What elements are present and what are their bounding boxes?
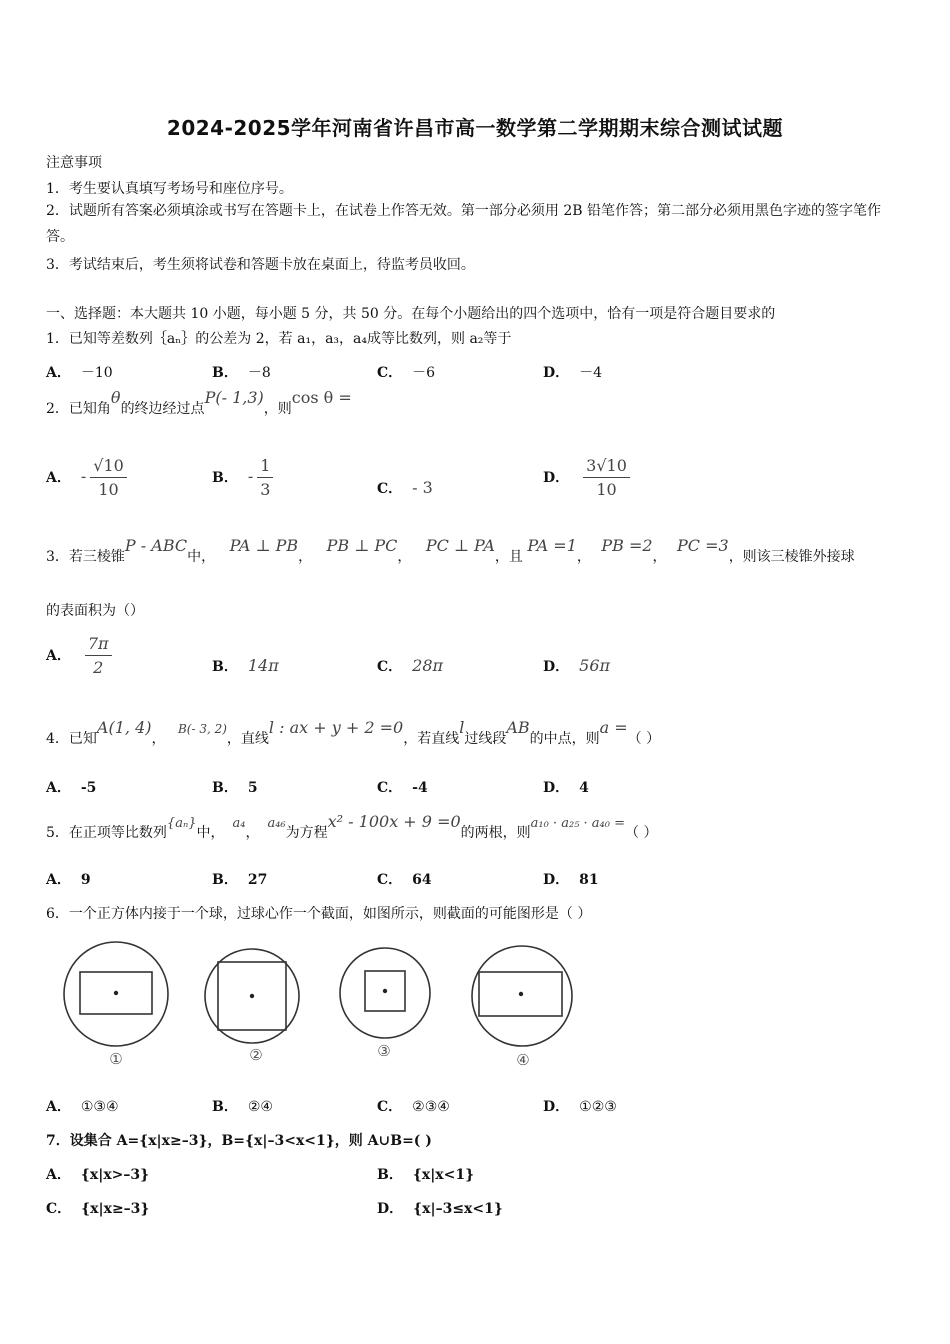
q6-figures [60,938,600,1073]
option-label: D． [543,469,570,486]
q5-paren: （ ） [625,825,658,841]
q2-theta: θ [110,388,121,407]
option-label: A． [46,780,71,796]
q3-stem-line2: 的表面积为（） [46,603,144,619]
q2-stem [46,388,352,418]
q5-zhong: 中， [196,825,225,841]
q4-paren: （ ） [627,731,661,747]
q4-pre: 4．已知 [46,731,97,747]
option-label: B． [212,365,238,381]
q4-mid2: 过线段 [464,731,507,747]
q5-a4: a₄ [232,816,246,831]
notice-item-1: 1．考生要认真填写考场号和座位序号。 [46,181,293,197]
q3-cond-2: PB ⊥ PC [326,536,398,555]
q2-option-a[interactable] [46,456,131,499]
option-label: D． [543,1099,570,1115]
option-text: {x|x>–3} [80,1167,150,1183]
option-text: 4 [579,780,589,796]
q5-a46: a₄₆ [267,816,286,831]
option-text: 64 [412,872,432,888]
page-title: 2024-2025学年河南省许昌市高一数学第二学期期末综合测试试题 [166,116,784,140]
q3-comma-2: ， [397,549,412,565]
q3-stem [46,536,855,566]
option-label: D． [377,1201,404,1217]
q2-point: P(- 1,3) [204,388,264,407]
q2-ask: cos θ = [291,388,352,407]
option-label: B． [377,1167,403,1183]
option-text: 28π [412,656,444,675]
q7-option-b[interactable] [377,1164,474,1184]
q6-option-b[interactable] [212,1096,273,1116]
option-label: D． [543,872,570,888]
option-text: －6 [412,365,436,381]
q4-ask: a = [599,718,628,737]
option-label: A． [46,469,71,486]
q5-option-a[interactable] [46,869,91,889]
q4-option-c[interactable] [377,777,428,797]
option-label: C． [46,1201,72,1217]
option-text: ②④ [247,1099,273,1115]
figure-1-label: ① [109,1050,123,1068]
q5-option-c[interactable] [377,869,432,889]
option-denominator: 10 [98,480,119,499]
q3-pyramid: P - ABC [124,536,188,555]
q4-line: l : ax + y + 2 =0 [268,718,404,737]
q3-zhong: 中， [187,549,216,565]
option-label: C． [377,780,403,796]
q2-option-b[interactable] [212,456,277,499]
option-denominator: 3 [260,480,271,499]
q4-point-a: A(1, 4) [96,718,152,737]
option-label: A． [46,365,71,381]
q6-option-c[interactable] [377,1096,450,1116]
figure-4 [472,946,572,1069]
q2-option-d[interactable] [543,456,634,499]
q7-option-c[interactable] [46,1198,149,1218]
option-label: A． [46,872,71,888]
notice-heading: 注意事项 [46,155,102,171]
q4-option-a[interactable] [46,777,96,797]
q5-comma: ， [245,825,260,841]
q3-comma-1: ， [298,549,313,565]
q3-comma-4: ， [652,549,667,565]
option-numerator: 1 [257,456,273,478]
q4-line-pre: ，直线 [226,731,269,747]
q3-pre: 3．若三棱锥 [46,549,125,565]
figure-4-circle [472,946,572,1046]
figure-4-center-dot [519,992,523,996]
option-label: C． [377,872,403,888]
q4-comma: ， [151,731,166,747]
section-heading: 一、选择题：本大题共 10 小题，每小题 5 分，共 50 分。在每个小题给出的四个选项中，恰有一项是符合题目要求的 [46,306,776,322]
q5-option-d[interactable] [543,869,599,889]
q2-pre: 2．已知角 [46,401,111,417]
q2-post: ，则 [263,401,292,417]
q1-option-d[interactable] [543,362,602,382]
option-sign: - [247,466,254,486]
q7-stem: 7．设集合 A={x|x≥–3}，B={x|–3<x<1}，则 A∪B=( ) [46,1133,432,1149]
q5-product: a₁₀ · a₂₅ · a₄₀ = [530,816,625,831]
q3-option-c[interactable] [377,656,443,676]
q3-comma-3: ， [576,549,591,565]
option-denominator: 2 [93,658,104,677]
q3-val-1: PA =1 [527,536,577,555]
option-label: D． [543,780,570,796]
q3-val-3: PC =3 [677,536,729,555]
figure-2-center-dot [250,994,254,998]
q1-option-a[interactable] [46,362,113,382]
option-text: －4 [579,365,603,381]
q4-option-b[interactable] [212,777,258,797]
q2-option-c[interactable] [377,478,433,498]
option-text: {x|–3≤x<1} [413,1201,503,1217]
option-text: -4 [412,780,428,796]
option-label: A． [46,647,71,664]
option-denominator: 10 [596,480,617,499]
q4-post: 的中点，则 [529,731,600,747]
q4-option-d[interactable] [543,777,589,797]
option-text: 9 [80,872,91,888]
q6-stem: 6．一个正方体内接于一个球，过球心作一个截面，如图所示，则截面的可能图形是（ ） [46,906,592,922]
option-label: B． [212,469,238,486]
option-text: - 3 [412,478,433,497]
q6-option-a[interactable] [46,1096,119,1116]
notice-item-3: 3．考试结束后，考生须将试卷和答题卡放在桌面上，待监考员收回。 [46,257,475,273]
q1-stem: 1．已知等差数列｛aₙ｝的公差为 2，若 a₁，a₃，a₄成等比数列，则 a₂等于 [46,331,512,347]
q3-option-d[interactable] [543,656,610,676]
q5-equation: x² - 100x + 9 =0 [327,812,461,831]
option-text: －10 [80,365,113,381]
q4-l: l [459,718,465,737]
option-text: 14π [247,656,279,675]
figure-3-center-dot [383,989,387,993]
q4-ab: AB [506,718,530,737]
figure-3 [340,948,430,1060]
figure-3-label: ③ [377,1042,391,1060]
q5-post: 的两根，则 [460,825,531,841]
q2-mid: 的终边经过点 [120,401,205,417]
q3-qie: ，且 [494,549,523,565]
q3-cond-3: PC ⊥ PA [425,536,495,555]
option-text: {x|x≥–3} [81,1201,150,1217]
q7-option-d[interactable] [377,1198,503,1218]
option-label: C． [377,481,403,497]
option-label: C． [377,365,403,381]
option-label: A． [46,1099,71,1115]
figure-2 [205,949,299,1064]
option-numerator: 3√10 [583,456,630,478]
q5-pre: 5．在正项等比数列 [46,825,167,841]
option-label: D． [543,659,570,675]
figure-4-label: ④ [516,1051,530,1069]
option-label: B． [212,1099,238,1115]
option-label: D． [543,365,570,381]
q4-stem [46,718,661,748]
option-text: ①③④ [80,1099,119,1115]
figure-1-center-dot [114,991,118,995]
option-text: ①②③ [579,1099,617,1115]
q3-cond-1: PA ⊥ PB [229,536,299,555]
option-label: B． [212,872,238,888]
q6-option-d[interactable] [543,1096,617,1116]
figure-2-label: ② [249,1046,263,1064]
option-text: 5 [247,780,258,796]
q5-option-b[interactable] [212,869,267,889]
q5-seq: {aₙ} [166,816,197,831]
q3-post: ，则该三棱锥外接球 [728,549,855,565]
notice-item-2: 2．试题所有答案必须填涂或书写在答题卡上，在试卷上作答无效。第一部分必须用 2B 铅笔作答；第二部分必须用黑色字迹的签字笔作答。 [46,203,881,245]
option-label: B． [212,780,238,796]
q4-point-b: B(- 3, 2) [177,722,227,736]
option-text: 81 [579,872,599,888]
option-text: 27 [247,872,268,888]
option-text: －8 [247,365,271,381]
option-label: B． [212,659,238,675]
option-text: -5 [80,780,97,796]
option-text: {x|x<1} [412,1167,475,1183]
option-sign: - [80,466,87,486]
q4-mid: ，若直线 [403,731,460,747]
option-label: C． [377,659,403,675]
q5-mid: 为方程 [285,825,328,841]
q3-option-b[interactable] [212,656,279,676]
q1-option-c[interactable] [377,362,435,382]
q5-stem [46,812,658,842]
option-label: A． [46,1167,71,1183]
option-numerator: 7π [85,634,112,656]
q3-val-2: PB =2 [601,536,653,555]
option-text: ②③④ [412,1099,450,1115]
q3-option-a[interactable] [46,634,116,677]
figure-1 [64,942,168,1068]
option-numerator: √10 [90,456,127,478]
q7-option-a[interactable] [46,1164,149,1184]
q1-option-b[interactable] [212,362,271,382]
option-label: C． [377,1099,403,1115]
option-text: 56π [579,656,611,675]
